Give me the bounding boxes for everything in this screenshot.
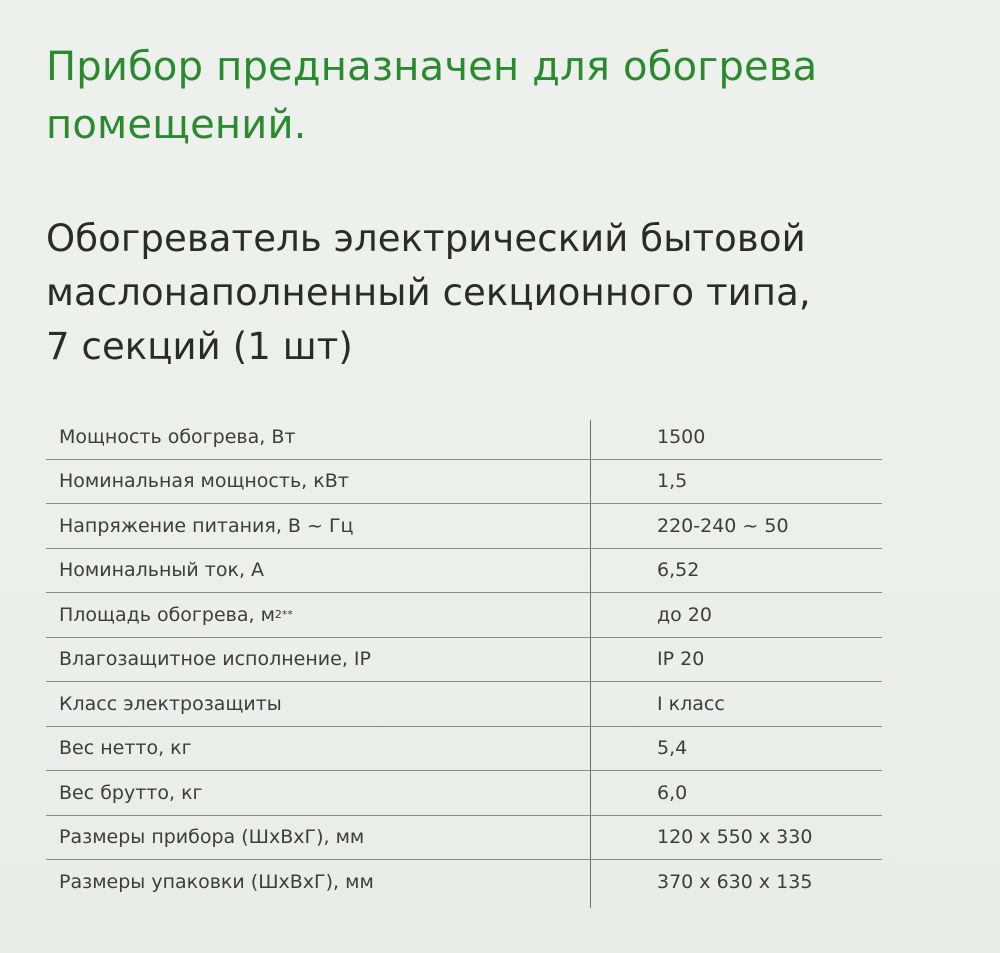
spec-param: Размеры упаковки (ШхВхГ), мм xyxy=(59,871,374,894)
spec-row-rated-current xyxy=(46,549,882,594)
product-title-line-2: маслонаполненный секционного типа, xyxy=(46,271,811,314)
spec-row-heating-area xyxy=(46,593,882,638)
spec-value: до 20 xyxy=(657,603,712,626)
spec-param: Мощность обогрева, Вт xyxy=(59,425,296,448)
spec-row-protection-class xyxy=(46,682,882,727)
spec-row-heating-power xyxy=(46,415,882,460)
spec-param: Напряжение питания, В ~ Гц xyxy=(59,514,354,537)
spec-value: 370 x 630 x 135 xyxy=(657,871,813,894)
spec-value: 1,5 xyxy=(657,470,688,493)
spec-param-superscript: 2** xyxy=(274,608,293,622)
spec-param-with-sup xyxy=(59,593,293,637)
spec-value: 120 x 550 x 330 xyxy=(657,826,813,849)
spec-value: 6,52 xyxy=(657,559,700,582)
product-title-line-3: 7 секций (1 шт) xyxy=(46,325,353,368)
product-title xyxy=(46,212,966,374)
spec-row-gross-weight xyxy=(46,771,882,816)
spec-value: 220-240 ~ 50 xyxy=(657,514,789,537)
purpose-statement xyxy=(46,38,946,154)
spec-row-package-dimensions xyxy=(46,860,882,905)
spec-param: Номинальный ток, А xyxy=(59,559,265,582)
spec-param: Класс электрозащиты xyxy=(59,692,282,715)
spec-row-device-dimensions xyxy=(46,816,882,861)
spec-row-ip-rating xyxy=(46,638,882,683)
spec-table xyxy=(46,415,882,905)
spec-param: Номинальная мощность, кВт xyxy=(59,470,349,493)
spec-row-net-weight xyxy=(46,727,882,772)
spec-param: Размеры прибора (ШхВхГ), мм xyxy=(59,826,365,849)
spec-value: 6,0 xyxy=(657,781,688,804)
spec-value: 1500 xyxy=(657,425,706,448)
spec-value: 5,4 xyxy=(657,737,688,760)
purpose-line-1: Прибор предназначен для обогрева xyxy=(46,44,818,90)
purpose-line-2: помещений. xyxy=(46,102,307,148)
spec-param: Вес брутто, кг xyxy=(59,781,203,804)
spec-param-text: Площадь обогрева, м xyxy=(59,603,275,626)
product-title-line-1: Обогреватель электрический бытовой xyxy=(46,217,806,260)
spec-param: Влагозащитное исполнение, IP xyxy=(59,648,371,671)
spec-param: Вес нетто, кг xyxy=(59,737,192,760)
spec-value: I класс xyxy=(657,692,725,715)
spec-row-voltage xyxy=(46,504,882,549)
spec-row-rated-power xyxy=(46,460,882,505)
spec-value: IP 20 xyxy=(657,648,705,671)
